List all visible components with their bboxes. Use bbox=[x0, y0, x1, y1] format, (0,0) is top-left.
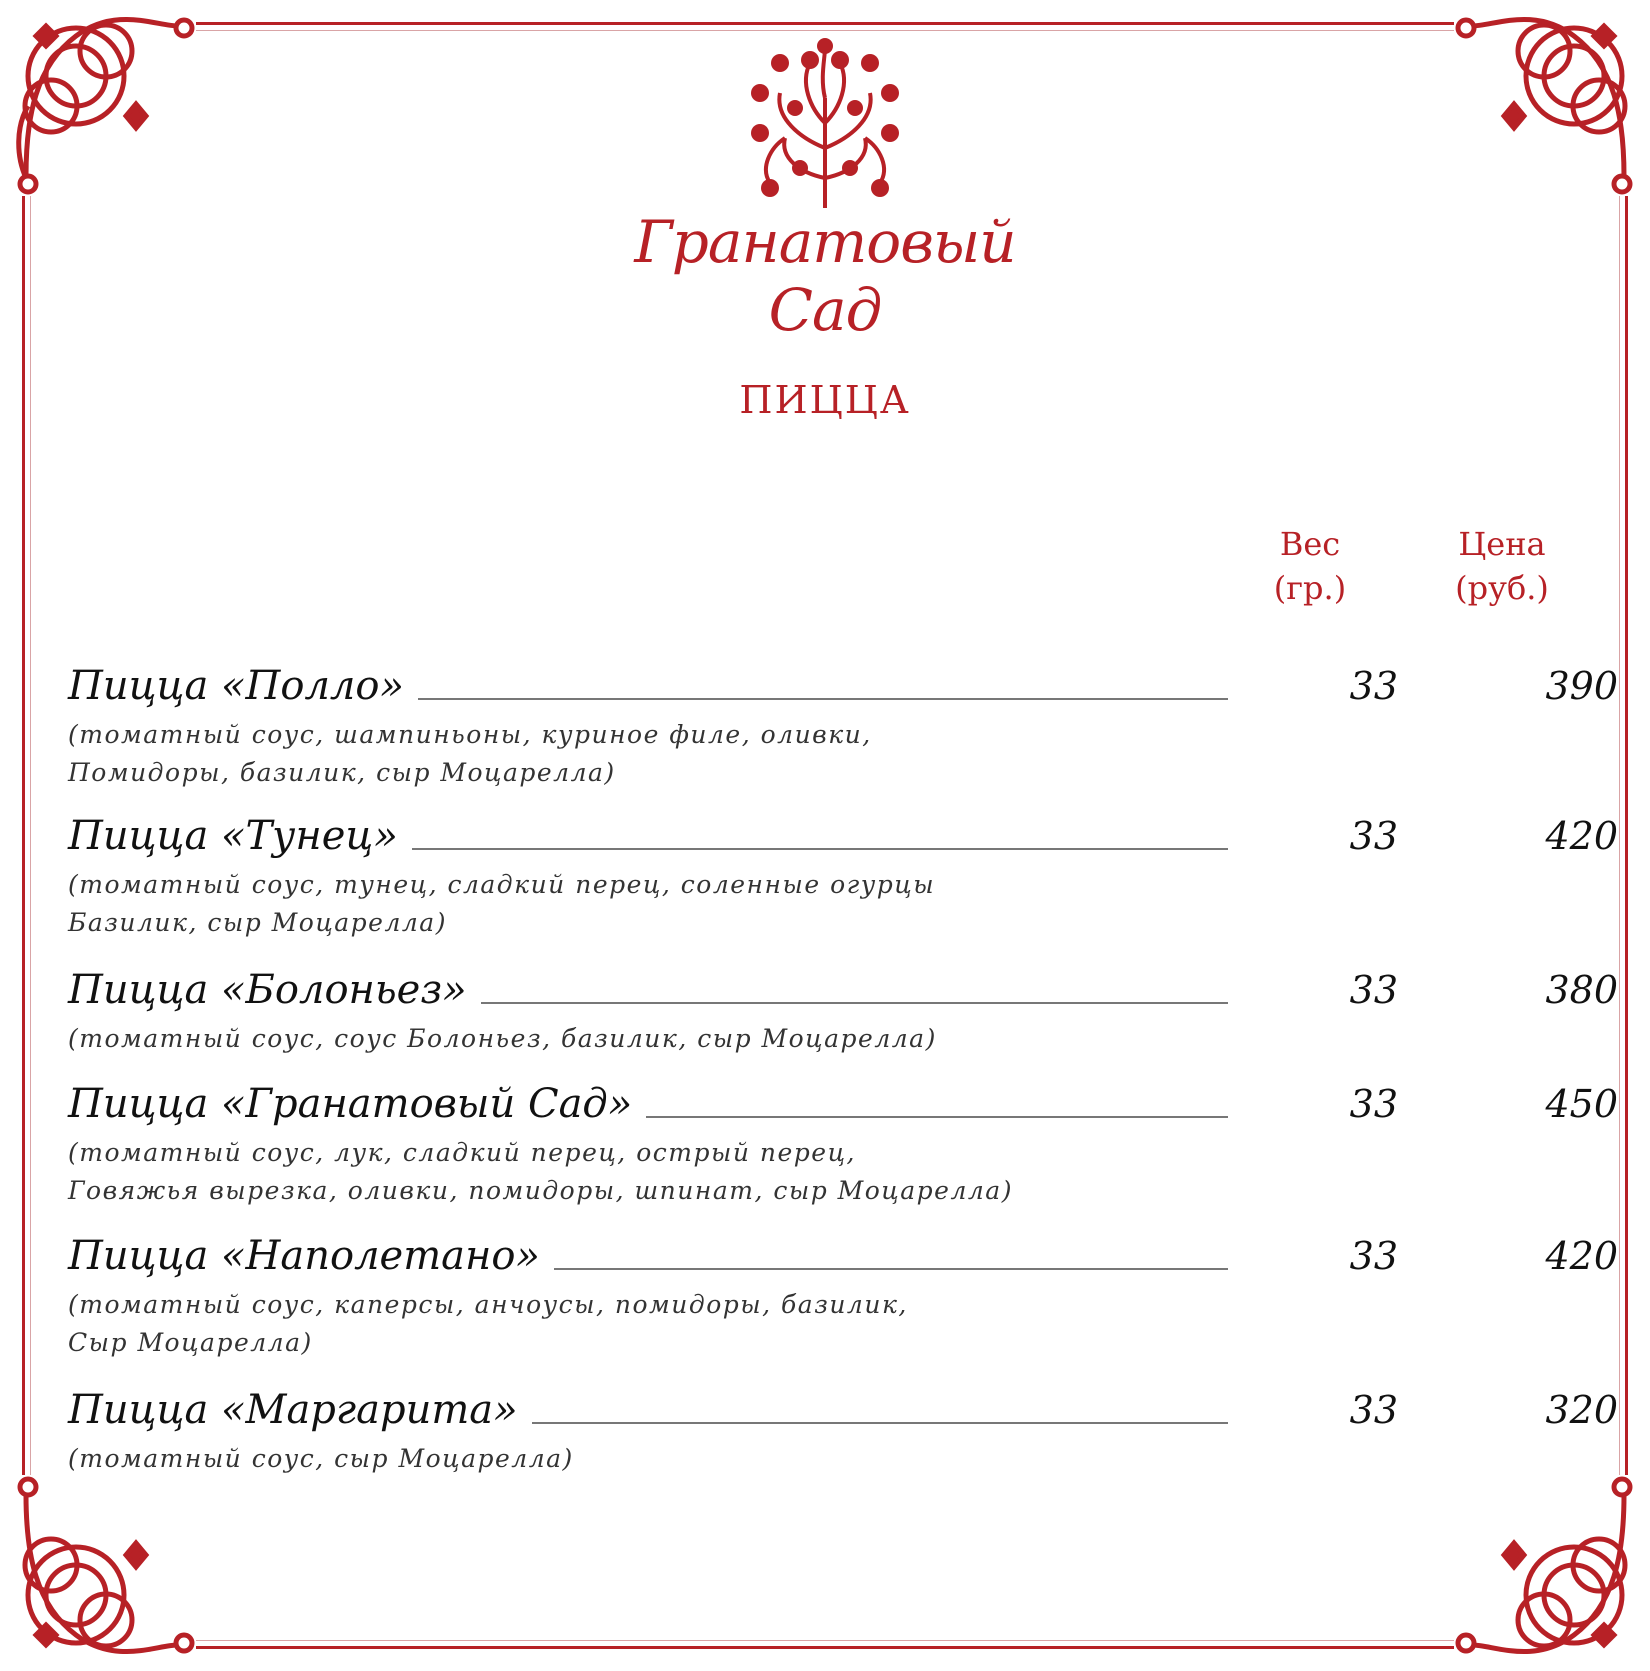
corner-ornament-icon bbox=[6, 1475, 196, 1665]
item-name: Пицца «Полло» bbox=[68, 660, 418, 712]
menu-item bbox=[68, 810, 1618, 942]
item-price: 380 bbox=[1545, 968, 1618, 1012]
description-line: (томатный соус, соус Болоньез, базилик, сыр Моцарелла) bbox=[68, 1024, 937, 1053]
corner-ornament-icon bbox=[1454, 1475, 1644, 1665]
item-weight: 33 bbox=[1349, 1388, 1398, 1432]
description-line: (томатный соус, сыр Моцарелла) bbox=[68, 1444, 574, 1473]
item-name: Пицца «Болоньез» bbox=[68, 964, 481, 1016]
item-price: 390 bbox=[1545, 664, 1618, 708]
description-line: (томатный соус, каперсы, анчоусы, помидоры, базилик, bbox=[68, 1290, 908, 1319]
item-weight: 33 bbox=[1349, 968, 1398, 1012]
item-price: 320 bbox=[1545, 1388, 1618, 1432]
brand-name: Гранатовый Сад bbox=[634, 208, 1016, 344]
item-name: Пицца «Тунец» bbox=[68, 810, 412, 862]
item-weight: 33 bbox=[1349, 664, 1398, 708]
description-line: (томатный соус, тунец, сладкий перец, соленные огурцы bbox=[68, 870, 936, 899]
item-price: 420 bbox=[1545, 1234, 1618, 1278]
item-description bbox=[68, 1286, 1568, 1362]
section-title: ПИЦЦА bbox=[739, 378, 911, 422]
corner-ornament-icon bbox=[1454, 6, 1644, 196]
item-name: Пицца «Наполетано» bbox=[68, 1230, 554, 1282]
menu-item bbox=[68, 660, 1618, 792]
description-line: Помидоры, базилик, сыр Моцарелла) bbox=[68, 758, 616, 787]
item-description bbox=[68, 1440, 1568, 1478]
menu-item bbox=[68, 1230, 1618, 1362]
item-price: 420 bbox=[1545, 814, 1618, 858]
item-weight: 33 bbox=[1349, 1082, 1398, 1126]
item-weight: 33 bbox=[1349, 814, 1398, 858]
corner-ornament-icon bbox=[6, 6, 196, 196]
description-line: Базилик, сыр Моцарелла) bbox=[68, 908, 447, 937]
menu-item bbox=[68, 1384, 1618, 1478]
description-line: (томатный соус, лук, сладкий перец, острый перец, bbox=[68, 1138, 856, 1167]
brand-logo bbox=[620, 38, 1030, 344]
menu-item bbox=[68, 964, 1618, 1058]
weight-header-label: Вес bbox=[1279, 525, 1341, 563]
pomegranate-tree-icon bbox=[740, 38, 910, 208]
price-header-unit: (руб.) bbox=[1455, 569, 1549, 607]
item-description bbox=[68, 866, 1568, 942]
item-description bbox=[68, 1134, 1568, 1210]
item-name: Пицца «Гранатовый Сад» bbox=[68, 1078, 646, 1130]
weight-header-unit: (гр.) bbox=[1273, 569, 1347, 607]
item-price: 450 bbox=[1545, 1082, 1618, 1126]
item-weight: 33 bbox=[1349, 1234, 1398, 1278]
description-line: (томатный соус, шампиньоны, куриное филе, оливки, bbox=[68, 720, 872, 749]
item-name: Пицца «Маргарита» bbox=[68, 1384, 532, 1436]
weight-column-header bbox=[1220, 522, 1400, 610]
item-description bbox=[68, 1020, 1568, 1058]
description-line: Сыр Моцарелла) bbox=[68, 1328, 313, 1357]
price-header-label: Цена bbox=[1458, 525, 1546, 563]
price-column-header bbox=[1412, 522, 1592, 610]
menu-item bbox=[68, 1078, 1618, 1210]
item-description bbox=[68, 716, 1568, 792]
description-line: Говяжья вырезка, оливки, помидоры, шпинат, сыр Моцарелла) bbox=[68, 1176, 1013, 1205]
